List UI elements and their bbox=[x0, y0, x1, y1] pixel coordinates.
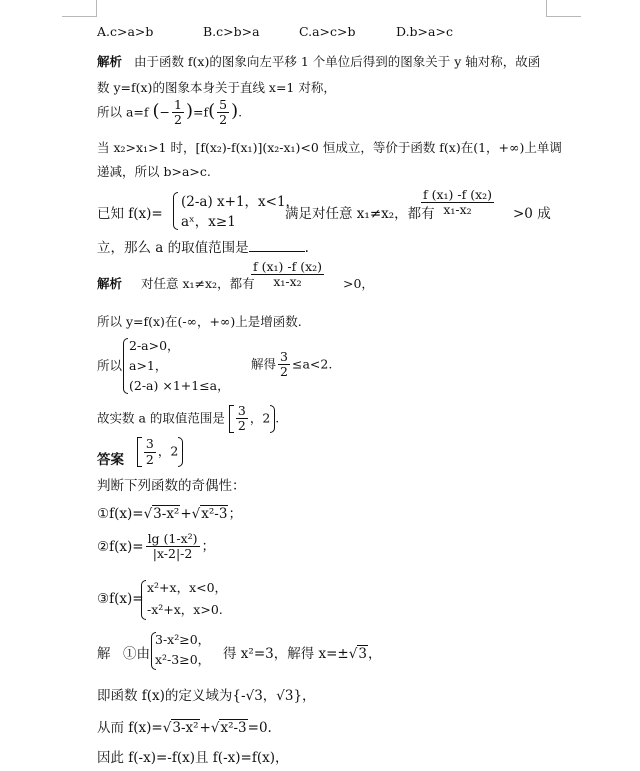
sqrt-term: 3 bbox=[358, 646, 367, 662]
analysis-label: 解析 bbox=[97, 276, 123, 291]
fraction bbox=[251, 260, 324, 290]
fraction bbox=[172, 98, 184, 128]
item1-prefix: ①f(x)= bbox=[97, 506, 144, 522]
solution-label: 解 bbox=[97, 646, 111, 662]
option-row bbox=[97, 24, 453, 39]
answer-label: 答案 bbox=[97, 452, 124, 468]
item3-case2: -x²+x，x>0. bbox=[147, 602, 223, 617]
answer-line bbox=[97, 436, 183, 468]
analysis1-line5: 递减，所以 b>a>c. bbox=[97, 164, 211, 179]
solution-line4: 因此 f(-x)=-f(x)且 f(-x)=f(x)， bbox=[97, 750, 289, 766]
fraction bbox=[278, 350, 290, 380]
analysis2-text1: 对任意 x₁≠x₂，都有 bbox=[141, 276, 255, 291]
frac-den: x₁-x₂ bbox=[273, 274, 302, 290]
left-brace bbox=[173, 192, 178, 230]
analysis1-line3-prefix: 所以 a=f bbox=[97, 104, 149, 120]
plus-sign: + bbox=[180, 506, 192, 522]
item2-end: ； bbox=[201, 538, 216, 555]
solution-end: ， bbox=[367, 646, 382, 662]
solution-prefix: ①由 bbox=[123, 646, 150, 662]
frac-den: 2 bbox=[174, 112, 182, 128]
s3-end: =0. bbox=[247, 720, 272, 736]
problem2-line2 bbox=[97, 236, 309, 256]
solution-line2: 即函数 f(x)的定义域为{-√3，√3}， bbox=[97, 688, 316, 704]
item3-case1: x²+x，x<0， bbox=[147, 580, 228, 595]
fraction bbox=[146, 532, 200, 562]
item2-prefix: ②f(x)= bbox=[97, 538, 144, 555]
plus-sign: + bbox=[199, 720, 211, 736]
sqrt-term: 3-x² bbox=[172, 720, 199, 736]
option-a: A.c>a>b bbox=[97, 24, 154, 39]
answer-blank bbox=[249, 251, 305, 252]
analysis1-line3-mid: =f bbox=[193, 104, 209, 120]
problem3-item2 bbox=[97, 532, 215, 562]
solution-result: 得 x²=3，解得 x=±√3， bbox=[223, 646, 382, 662]
frac-den: 2 bbox=[237, 418, 246, 434]
analysis1-line4: 当 x₂>x₁>1 时，[f(x₂)-f(x₁)](x₂-x₁)<0 恒成立，等价于函数 f(x)在(1，+∞)上单调 bbox=[97, 140, 562, 155]
problem2-case1: (2-a) x+1，x<1， bbox=[181, 194, 300, 210]
frac-num: 3 bbox=[145, 436, 154, 452]
problem2-prefix: 已知 f(x)= bbox=[97, 206, 163, 222]
frac-den: 2 bbox=[219, 112, 228, 128]
solve-result bbox=[251, 350, 332, 380]
range-dot: . bbox=[275, 410, 280, 426]
fraction bbox=[236, 404, 248, 434]
problem2-suffix: >0 成 bbox=[513, 206, 551, 222]
frac-den: |x-2|-2 bbox=[152, 546, 193, 562]
sqrt-term: 3-x² bbox=[153, 506, 180, 522]
system-line3: (2-a) ×1+1≤a， bbox=[129, 378, 230, 393]
left-brace bbox=[141, 580, 146, 620]
frac-den: 2 bbox=[145, 451, 154, 467]
problem2-condition: 满足对任意 x₁≠x₂，都有 bbox=[285, 206, 435, 222]
fraction bbox=[217, 98, 229, 128]
frac-num: lg (1-x²) bbox=[147, 531, 198, 546]
analysis1-line2: 数 y=f(x)的图象本身关于直线 x=1 对称， bbox=[97, 80, 336, 95]
range-prefix: 故实数 a 的取值范围是 bbox=[97, 410, 225, 426]
answer-end: ，2 bbox=[157, 443, 179, 459]
system-line1: 2-a>0， bbox=[129, 338, 180, 353]
sqrt-term: x²-3 bbox=[220, 720, 247, 736]
page-corner-mark-right bbox=[546, 0, 581, 17]
solution-case2: x²-3≥0， bbox=[155, 652, 211, 667]
so-label: 所以 bbox=[97, 358, 123, 373]
analysis2-range bbox=[97, 404, 279, 434]
frac-den: 2 bbox=[280, 364, 288, 380]
solution-mid: 得 x²=3，解得 x=± bbox=[223, 646, 349, 662]
frac-num: 3 bbox=[237, 403, 246, 418]
solve-prefix: 解得 bbox=[251, 356, 277, 372]
solution-case1: 3-x²≥0， bbox=[155, 632, 211, 647]
problem3-title: 判断下列函数的奇偶性： bbox=[97, 478, 246, 494]
system-line2: a>1， bbox=[129, 358, 168, 373]
solution-line3: 从而 f(x)=√3-x²+√x²-3=0. bbox=[97, 720, 272, 736]
option-b: B.c>b>a bbox=[203, 24, 260, 39]
option-c: C.a>c>b bbox=[299, 24, 356, 39]
frac-num: 1 bbox=[174, 97, 182, 112]
right-paren bbox=[178, 437, 183, 467]
left-brace bbox=[123, 338, 128, 394]
frac-den: x₁-x₂ bbox=[443, 202, 472, 218]
item1-end: ； bbox=[228, 506, 242, 522]
analysis2-suffix: >0， bbox=[343, 276, 374, 291]
frac-num: 5 bbox=[219, 97, 228, 112]
problem2-case2: aˣ，x≥1 bbox=[181, 214, 236, 230]
problem2-line2-end: . bbox=[304, 240, 309, 256]
option-d: D.b>a>c bbox=[396, 24, 453, 39]
page-corner-mark-left bbox=[62, 0, 97, 17]
analysis1-line1 bbox=[97, 52, 540, 70]
fraction bbox=[144, 437, 156, 467]
frac-num: f (x₁) -f (x₂) bbox=[423, 187, 493, 202]
problem2-line2-text: 立，那么 a 的取值范围是 bbox=[97, 240, 249, 256]
range-end: ，2 bbox=[249, 410, 271, 426]
analysis-label: 解析 bbox=[97, 54, 123, 69]
problem3-item1: ①f(x)=√3-x²+√x²-3； bbox=[97, 506, 242, 522]
analysis1-text1: 由于函数 f(x)的图象向左平移 1 个单位后得到的图象关于 y 轴对称，故函 bbox=[133, 54, 541, 69]
left-bracket bbox=[137, 437, 142, 467]
fraction bbox=[421, 188, 494, 218]
analysis2-line2: 所以 y=f(x)在(-∞，+∞)上是增函数. bbox=[97, 314, 302, 329]
analysis1-line3: 所以 a=f (− $\frac{1}{2}$ )=f( $\frac{5}{2}$ ). bbox=[97, 97, 243, 128]
item3-prefix: ③f(x)= bbox=[97, 591, 144, 607]
frac-num: 3 bbox=[280, 349, 288, 364]
left-bracket bbox=[229, 405, 234, 433]
solve-suffix: ≤a<2. bbox=[291, 356, 333, 372]
frac-num: f (x₁) -f (x₂) bbox=[253, 259, 323, 274]
s3-prefix: 从而 f(x)= bbox=[97, 720, 163, 736]
sqrt-term: x²-3 bbox=[201, 506, 228, 522]
